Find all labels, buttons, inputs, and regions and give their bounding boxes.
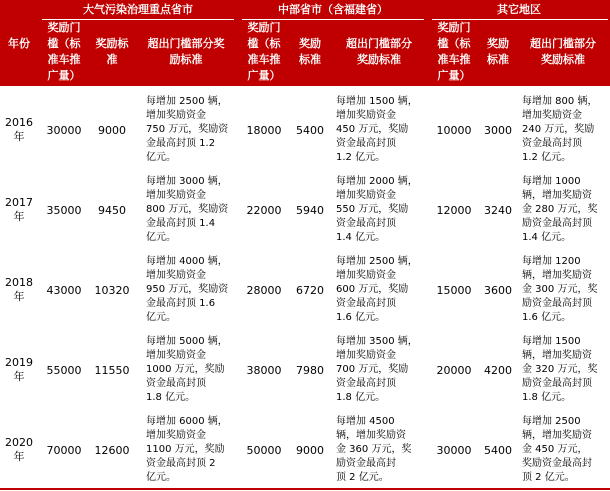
year-column-header: 年份 [8, 37, 30, 50]
excess-rule-cell: 每增加 6000 辆， 增加奖励资金 1100 万元，奖励 资金最高封顶 2 亿元。 [146, 416, 228, 483]
standard-cell: 11550 [94, 363, 130, 377]
table-row [0, 90, 610, 170]
table-row [0, 170, 610, 250]
threshold-cell: 30000 [436, 443, 472, 457]
standard-cell: 3240 [484, 203, 512, 217]
threshold-cell: 28000 [246, 283, 282, 297]
excess-rule-cell: 每增加 800 辆， 增加奖励资金 240 万元，奖励 资金最高封顶 1.2 亿元。 [522, 96, 598, 163]
threshold-cell: 15000 [436, 283, 472, 297]
year-cell: 2017 年 [5, 196, 33, 223]
threshold-cell: 35000 [46, 203, 82, 217]
excess-rule-cell: 每增加 1200 辆，增加奖励资 金 300 万元，奖 励资金最高封顶 1.6 亿元。 [522, 256, 598, 323]
year-cell: 2019 年 [5, 356, 33, 383]
excess-rule-cell: 每增加 5000 辆， 增加奖励资金 1000 万元，奖励 资金最高封顶 1.8 亿元。 [146, 336, 228, 403]
excess-rule-cell: 每增加 4500 辆，增加奖励资 金 360 万元，奖 励资金最高封 顶 2 亿元。 [336, 416, 412, 483]
threshold-cell: 20000 [436, 363, 472, 377]
excess-rule-cell: 每增加 1500 辆，增加奖励资 金 320 万元，奖 励资金最高封顶 1.8 亿元。 [522, 336, 598, 403]
year-cell: 2016 年 [5, 116, 33, 143]
threshold-cell: 12000 [436, 203, 472, 217]
threshold-cell: 10000 [436, 123, 472, 137]
excess-rule-cell: 每增加 3000 辆， 增加奖励资金 800 万元，奖励资 金最高封顶 1.4 亿元。 [146, 176, 229, 243]
subheader-threshold: 奖励门 槛（标 准车推 广量） [437, 21, 471, 82]
subheader-excess: 超出门槛部分奖 励标准 [147, 37, 225, 66]
table-row [0, 330, 610, 410]
group-header-central-regions: 中部省市（含福建省） [278, 3, 388, 16]
subheader-standard: 奖励 标准 [299, 37, 321, 66]
subheader-threshold: 奖励门 槛（标 准车推 广量） [47, 21, 81, 82]
standard-cell: 9000 [296, 443, 324, 457]
standard-cell: 5940 [296, 203, 324, 217]
threshold-cell: 70000 [46, 443, 82, 457]
standard-cell: 9450 [98, 203, 126, 217]
standard-cell: 9000 [98, 123, 126, 137]
standard-cell: 12600 [94, 443, 130, 457]
standard-cell: 3000 [484, 123, 512, 137]
year-cell: 2020 年 [5, 436, 33, 463]
table-row [0, 410, 610, 490]
threshold-cell: 55000 [46, 363, 82, 377]
standard-cell: 5400 [296, 123, 324, 137]
subheader-standard: 奖励标 准 [95, 37, 129, 66]
threshold-cell: 50000 [246, 443, 282, 457]
excess-rule-cell: 每增加 1000 辆，增加奖励资 金 280 万元，奖 励资金最高封顶 1.4 亿元。 [522, 176, 598, 243]
excess-rule-cell: 每增加 4000 辆， 增加奖励资金 950 万元，奖励资 金最高封顶 1.6 亿元。 [146, 256, 229, 323]
standard-cell: 4200 [484, 363, 512, 377]
subheader-excess: 超出门槛部分 奖励标准 [530, 37, 596, 66]
standard-cell: 7980 [296, 363, 324, 377]
excess-rule-cell: 每增加 2000 辆， 增加奖励资金 550 万元，奖励 资金最高封顶 1.4 亿元。 [336, 176, 418, 243]
subheader-threshold: 奖励门 槛（标 准车推 广量） [247, 21, 281, 82]
excess-rule-cell: 每增加 2500 辆， 增加奖励资金 600 万元，奖励 资金最高封顶 1.6 亿元。 [336, 256, 418, 323]
standard-cell: 6720 [296, 283, 324, 297]
subheader-excess: 超出门槛部分 奖励标准 [346, 37, 412, 66]
threshold-cell: 38000 [246, 363, 282, 377]
table-bottom-rule [0, 488, 610, 490]
standard-cell: 10320 [94, 283, 130, 297]
threshold-cell: 22000 [246, 203, 282, 217]
threshold-cell: 30000 [46, 123, 82, 137]
subheader-standard: 奖励 标准 [487, 37, 509, 66]
standard-cell: 3600 [484, 283, 512, 297]
group-header-other-regions: 其它地区 [497, 3, 541, 16]
excess-rule-cell: 每增加 1500 辆， 增加奖励资金 450 万元，奖励 资金最高封顶 1.2 亿元。 [336, 96, 418, 163]
group-header-key-regions: 大气污染治理重点省市 [83, 3, 193, 16]
excess-rule-cell: 每增加 2500 辆， 增加奖励资金 750 万元，奖励资 金最高封顶 1.2 亿元。 [146, 96, 229, 163]
excess-rule-cell: 每增加 2500 辆，增加奖励资 金 450 万元， 奖励资金最高封 顶 2 亿元。 [522, 416, 592, 483]
table-row [0, 250, 610, 330]
excess-rule-cell: 每增加 3500 辆， 增加奖励资金 700 万元，奖励 资金最高封顶 1.8 亿元。 [336, 336, 418, 403]
threshold-cell: 43000 [46, 283, 82, 297]
standard-cell: 5400 [484, 443, 512, 457]
year-cell: 2018 年 [5, 276, 33, 303]
threshold-cell: 18000 [246, 123, 282, 137]
